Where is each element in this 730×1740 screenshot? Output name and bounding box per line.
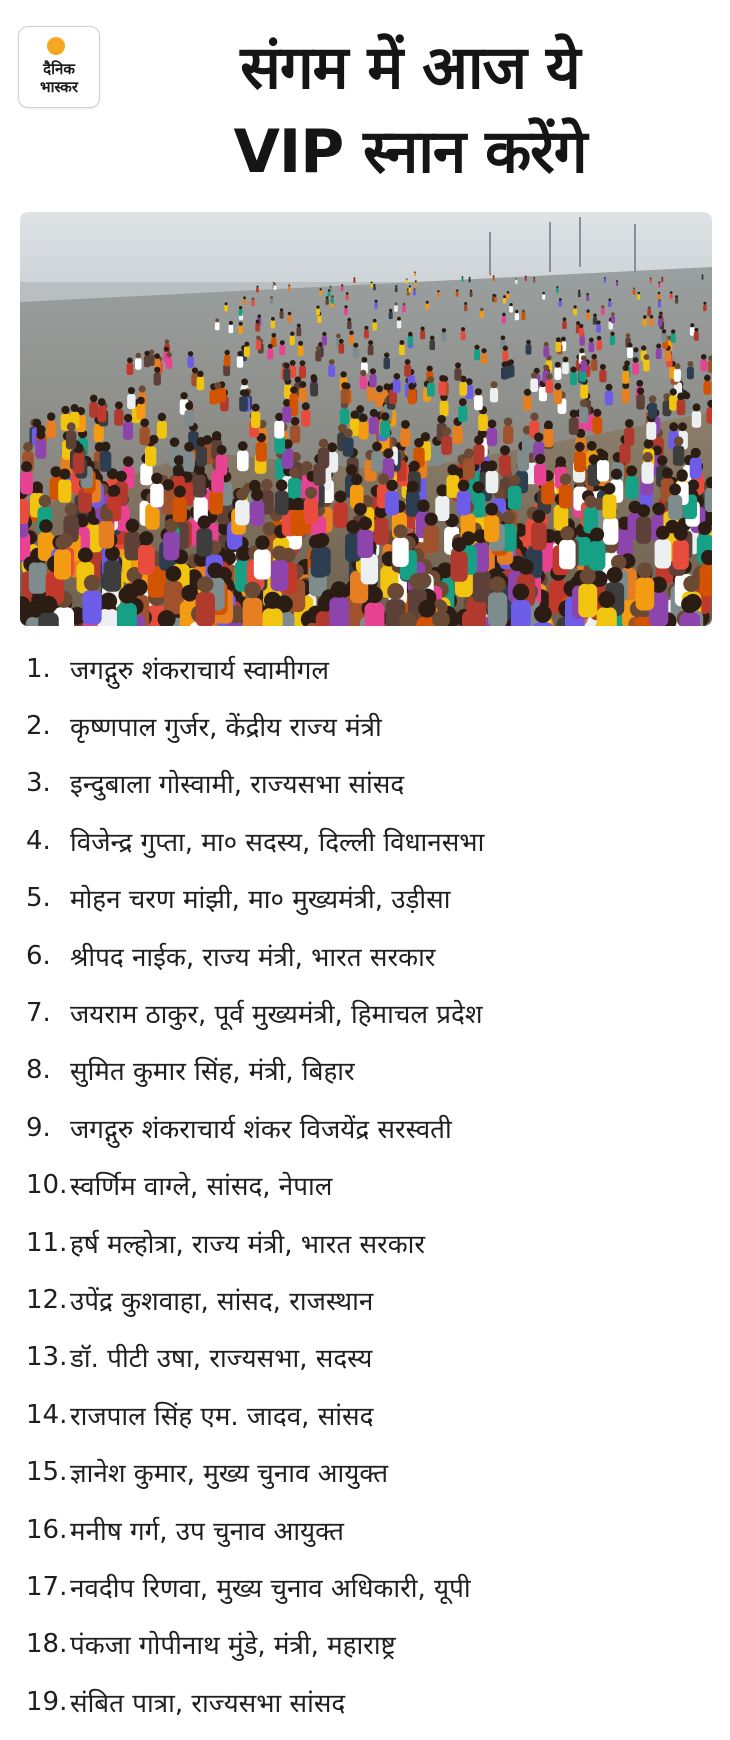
list-item-number: 2. bbox=[26, 711, 51, 742]
list-item-number: 16. bbox=[26, 1514, 68, 1545]
list-item bbox=[0, 640, 730, 697]
list-item bbox=[0, 870, 730, 927]
dainik-bhaskar-logo bbox=[18, 26, 100, 108]
list-item bbox=[0, 1271, 730, 1328]
sun-icon bbox=[47, 37, 65, 55]
list-item bbox=[0, 1501, 730, 1558]
list-item-number: 19. bbox=[26, 1686, 68, 1717]
list-item bbox=[0, 1673, 730, 1730]
headline-line2: VIP स्नान करेंगे bbox=[233, 117, 587, 187]
list-item-text: मनीष गर्ग, उप चुनाव आयुक्त bbox=[70, 1516, 344, 1547]
list-item bbox=[0, 812, 730, 869]
list-item-number: 9. bbox=[26, 1112, 51, 1143]
logo-line1: दैनिक bbox=[43, 60, 75, 78]
list-item-number: 5. bbox=[26, 883, 51, 914]
list-item bbox=[0, 755, 730, 812]
list-item-number: 4. bbox=[26, 825, 51, 856]
logo-line2: भास्कर bbox=[40, 78, 78, 96]
list-item-text: नवदीप रिणवा, मुख्य चुनाव अधिकारी, यूपी bbox=[70, 1573, 471, 1604]
list-item bbox=[0, 927, 730, 984]
list-item bbox=[0, 1042, 730, 1099]
list-item bbox=[0, 1329, 730, 1386]
list-item bbox=[0, 697, 730, 754]
list-item-text: ज्ञानेश कुमार, मुख्य चुनाव आयुक्त bbox=[70, 1459, 389, 1490]
list-item-text: राजपाल सिंह एम. जादव, सांसद bbox=[70, 1401, 374, 1432]
list-item-text: जयराम ठाकुर, पूर्व मुख्यमंत्री, हिमाचल प्रदेश bbox=[70, 1000, 483, 1031]
sangam-crowd-photo bbox=[20, 212, 712, 626]
list-item bbox=[0, 1386, 730, 1443]
list-item-number: 14. bbox=[26, 1399, 68, 1430]
page-title bbox=[110, 26, 710, 194]
list-item-text: पंकजा गोपीनाथ मुंडे, मंत्री, महाराष्ट्र bbox=[70, 1631, 396, 1662]
headline-line1: संगम में आज ये bbox=[240, 33, 580, 103]
list-item-text: जगद्गुरु शंकराचार्य स्वामीगल bbox=[70, 655, 330, 686]
list-item-text: मोहन चरण मांझी, मा० मुख्यमंत्री, उड़ीसा bbox=[70, 885, 451, 916]
list-item-text: सुमित कुमार सिंह, मंत्री, बिहार bbox=[70, 1057, 355, 1088]
list-item-text: हर्ष मल्होत्रा, राज्य मंत्री, भारत सरकार bbox=[70, 1229, 426, 1260]
list-item bbox=[0, 1443, 730, 1500]
list-item-number: 15. bbox=[26, 1457, 68, 1488]
logo-mark-icon bbox=[19, 27, 99, 107]
list-item bbox=[0, 1157, 730, 1214]
list-item bbox=[0, 1616, 730, 1673]
list-item-number: 11. bbox=[26, 1227, 68, 1258]
list-item-text: संबित पात्रा, राज्यसभा सांसद bbox=[70, 1688, 346, 1719]
list-item-number: 7. bbox=[26, 998, 51, 1029]
list-item-text: जगद्गुरु शंकराचार्य शंकर विजयेंद्र सरस्वती bbox=[70, 1114, 452, 1145]
list-item-number: 12. bbox=[26, 1284, 68, 1315]
list-item-number: 3. bbox=[26, 768, 51, 799]
list-item-number: 13. bbox=[26, 1342, 68, 1373]
list-item-text: डॉ. पीटी उषा, राज्यसभा, सदस्य bbox=[70, 1344, 373, 1375]
list-item-number: 18. bbox=[26, 1629, 68, 1660]
list-item bbox=[0, 1099, 730, 1156]
list-item-number: 6. bbox=[26, 940, 51, 971]
list-item-number: 10. bbox=[26, 1170, 68, 1201]
list-item bbox=[0, 984, 730, 1041]
list-item-text: स्वर्णिम वाग्ले, सांसद, नेपाल bbox=[70, 1172, 333, 1203]
list-item-text: कृष्णपाल गुर्जर, केंद्रीय राज्य मंत्री bbox=[70, 713, 382, 744]
list-item-number: 1. bbox=[26, 653, 51, 684]
list-item-number: 17. bbox=[26, 1571, 68, 1602]
vip-list bbox=[0, 640, 730, 1730]
list-item bbox=[0, 1214, 730, 1271]
crowd-bathing-icon bbox=[20, 212, 712, 626]
list-item-text: इन्दुबाला गोस्वामी, राज्यसभा सांसद bbox=[70, 770, 405, 801]
list-item-text: श्रीपद नाईक, राज्य मंत्री, भारत सरकार bbox=[70, 942, 436, 973]
list-item-text: विजेन्द्र गुप्ता, मा० सदस्य, दिल्ली विधानसभा bbox=[70, 827, 485, 858]
list-item-number: 8. bbox=[26, 1055, 51, 1086]
list-item-text: उपेंद्र कुशवाहा, सांसद, राजस्थान bbox=[70, 1286, 374, 1317]
list-item bbox=[0, 1558, 730, 1615]
